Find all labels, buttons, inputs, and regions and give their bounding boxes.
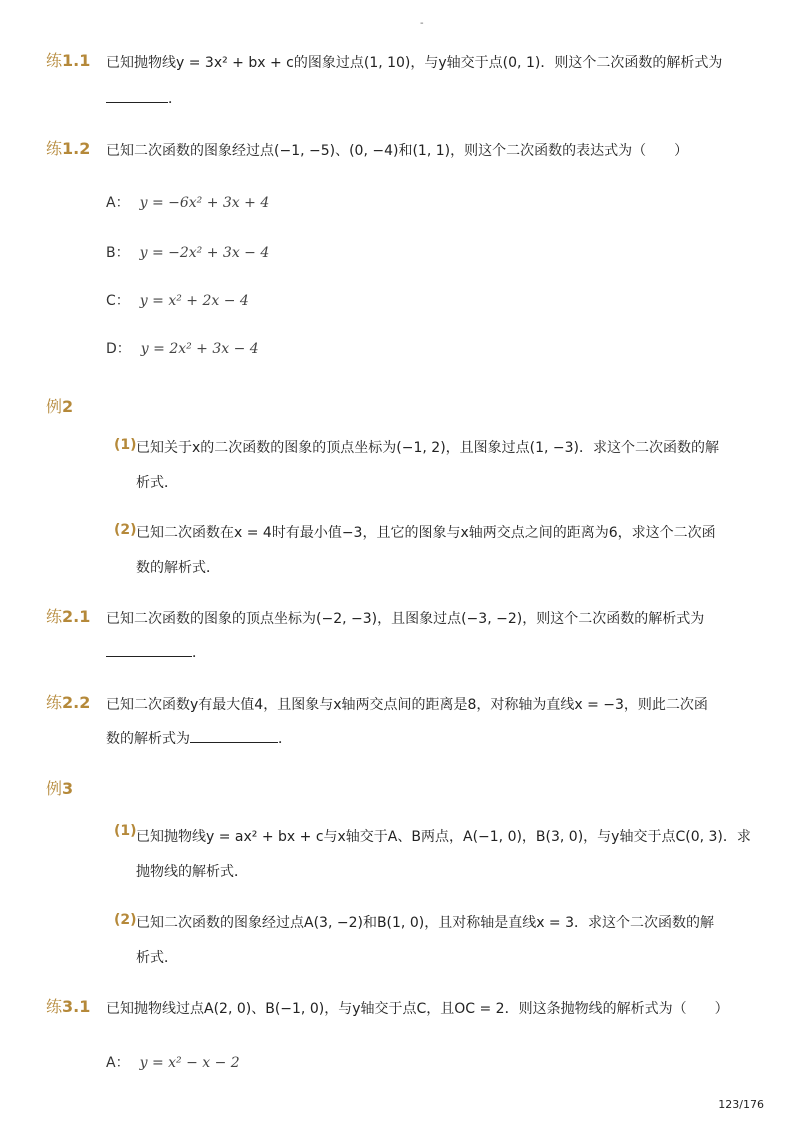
- exercise-2-1-tag: [46, 604, 90, 627]
- tag-prefix: 练: [46, 607, 63, 626]
- exercise-3-1-tag: [46, 994, 90, 1017]
- page-number: 123/176: [718, 1098, 764, 1111]
- example-2-sub-2-text-cont: 数的解析式．: [136, 560, 220, 576]
- tag-number: 1.1: [62, 51, 91, 70]
- option-label: D：: [106, 341, 131, 357]
- exercise-2-2-text: 已知二次函数y有最大值4，且图象与x轴两交点间的距离是8，对称轴为直线x = −3，则此二次函: [106, 697, 708, 713]
- tag-number: 2.1: [62, 607, 91, 626]
- exercise-2-2-answer-line: [106, 728, 292, 748]
- example-3-tag: [46, 776, 73, 799]
- exercise-2-1-answer-line: [106, 642, 206, 662]
- option-a[interactable]: [106, 1052, 240, 1072]
- example-2-sub-2-number: (2): [114, 522, 137, 538]
- example-2-sub-1-text-cont: 析式．: [136, 475, 178, 491]
- option-a[interactable]: [106, 192, 269, 212]
- answer-blank[interactable]: [190, 728, 278, 743]
- tag-prefix: 例: [46, 397, 63, 416]
- exercise-2-1-text: 已知二次函数的图象的顶点坐标为(−2, −3)，且图象过点(−3, −2)，则这个二次函数的解析式为: [106, 611, 705, 627]
- exercise-1-2-text: 已知二次函数的图象经过点(−1, −5)、(0, −4)和(1, 1)，则这个二次函数的表达式为（ ）: [106, 143, 689, 159]
- exercise-1-1-answer-line: [106, 88, 182, 108]
- option-formula: y = −2x² + 3x − 4: [139, 245, 270, 261]
- exercise-2-2-tag: [46, 690, 90, 713]
- example-2-sub-1-number: (1): [114, 437, 137, 453]
- example-2-sub-2-text: 已知二次函数在x = 4时有最小值−3，且它的图象与x轴两交点之间的距离为6，求这个二次函: [136, 525, 716, 541]
- option-label: B：: [106, 245, 130, 261]
- tag-number: 1.2: [62, 139, 91, 158]
- line-tail: ．: [278, 731, 292, 747]
- tag-number: 2: [62, 397, 74, 416]
- tag-prefix: 练: [46, 997, 63, 1016]
- tag-prefix: 例: [46, 779, 63, 798]
- exercise-1-2-tag: [46, 136, 90, 159]
- tag-number: 3: [62, 779, 74, 798]
- line-tail: ．: [192, 645, 206, 661]
- option-d[interactable]: [106, 338, 259, 358]
- example-2-sub-1-text: 已知关于x的二次函数的图象的顶点坐标为(−1, 2)，且图象过点(1, −3)．求这个二次函数的解: [136, 440, 720, 456]
- option-label: A：: [106, 1055, 130, 1071]
- option-formula: y = −6x² + 3x + 4: [139, 195, 270, 211]
- example-3-sub-1-text-cont: 抛物线的解析式．: [136, 864, 248, 880]
- example-3-sub-1-text: 已知抛物线y = ax² + bx + c与x轴交于A、B两点，A(−1, 0)，B(3, 0)，与y轴交于点C(0, 3)．求: [136, 829, 751, 845]
- option-formula: y = x² + 2x − 4: [139, 293, 249, 309]
- tag-prefix: 练: [46, 693, 63, 712]
- tag-prefix: 练: [46, 51, 63, 70]
- exercise-1-1-text: 已知抛物线y = 3x² + bx + c的图象过点(1, 10)，与y轴交于点(0, 1)．则这个二次函数的解析式为: [106, 55, 723, 71]
- option-label: A：: [106, 195, 130, 211]
- tag-number: 3.1: [62, 997, 91, 1016]
- option-label: C：: [106, 293, 130, 309]
- example-2-tag: [46, 394, 73, 417]
- exercise-3-1-text: 已知抛物线过点A(2, 0)、B(−1, 0)，与y轴交于点C，且OC = 2．则这条抛物线的解析式为（ ）: [106, 1001, 729, 1017]
- line-tail: ．: [168, 91, 182, 107]
- tag-prefix: 练: [46, 139, 63, 158]
- option-formula: y = 2x² + 3x − 4: [140, 341, 259, 357]
- option-formula: y = x² − x − 2: [139, 1055, 240, 1071]
- option-b[interactable]: [106, 242, 269, 262]
- example-3-sub-2-text-cont: 析式．: [136, 950, 178, 966]
- option-c[interactable]: [106, 290, 249, 310]
- example-3-sub-1-number: (1): [114, 823, 137, 839]
- exercise-1-1-tag: [46, 48, 90, 71]
- example-3-sub-2-text: 已知二次函数的图象经过点A(3, −2)和B(1, 0)，且对称轴是直线x = 3．求这个二次函数的解: [136, 915, 715, 931]
- answer-blank[interactable]: [106, 642, 192, 657]
- line-head: 数的解析式为: [106, 731, 190, 747]
- answer-blank[interactable]: [106, 88, 168, 103]
- example-3-sub-2-number: (2): [114, 912, 137, 928]
- header-mark: -: [420, 18, 424, 29]
- tag-number: 2.2: [62, 693, 91, 712]
